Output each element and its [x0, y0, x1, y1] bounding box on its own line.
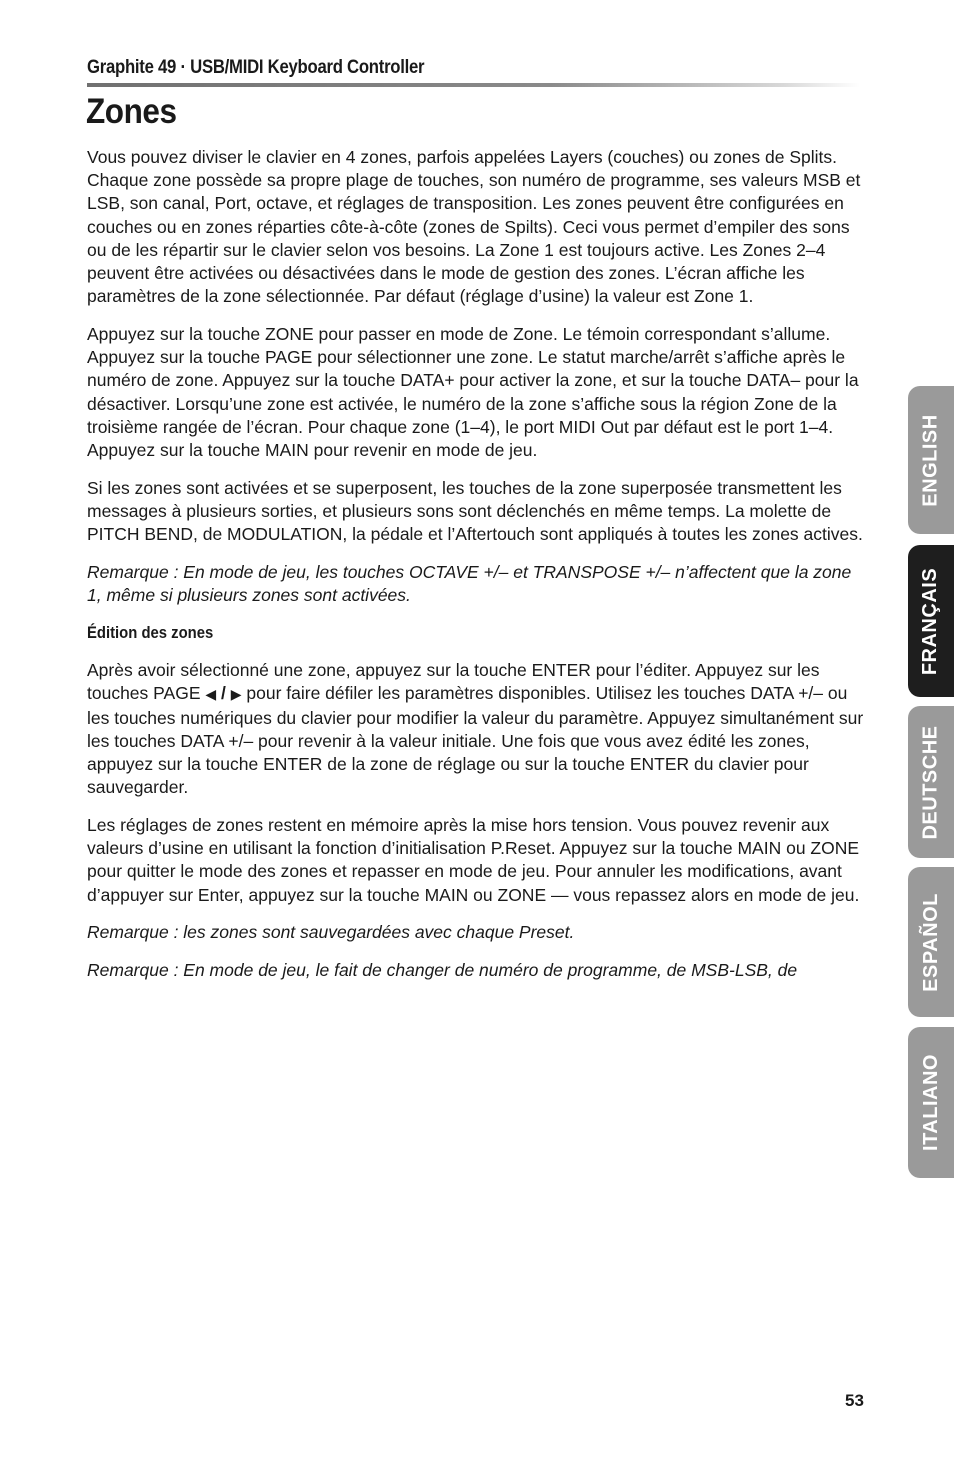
tab-espanol-label: ESPAÑOL: [919, 892, 942, 992]
tab-francais[interactable]: [908, 545, 954, 697]
note-program-change: Remarque : En mode de jeu, le fait de changer de numéro de programme, de MSB-LSB, de: [87, 960, 798, 981]
header-divider: [87, 83, 860, 87]
paragraph-editing: [87, 659, 867, 799]
tab-deutsche[interactable]: [908, 706, 954, 858]
tab-italiano[interactable]: [908, 1027, 954, 1178]
editing-text-after: pour faire défiler les paramètres disponibles. Utilisez les touches DATA +/– ou les touches numériques du clavier pour modifier la valeur du paramètre. Appuyez simultanément sur les touches DATA +/– pour revenir à la valeur initiale. Une fois que vous avez édité les zones, appuyez sur la touche ENTER de la zone de réglage ou sur la touche ENTER du clavier pour sauvegarder.: [87, 683, 864, 798]
tab-espanol[interactable]: [908, 867, 954, 1017]
tab-english-label: ENGLISH: [919, 413, 942, 507]
note-preset-save: Remarque : les zones sont sauvegardées avec chaque Preset.: [87, 922, 575, 943]
tab-deutsche-label: DEUTSCHE: [919, 724, 942, 840]
page-number: 53: [845, 1391, 864, 1410]
note-octave-transpose: Remarque : En mode de jeu, les touches OCTAVE +/– et TRANSPOSE +/– n’affectent que la zone 1, même si plusieurs zones sont activées.: [87, 562, 852, 606]
paragraph-overlap: Si les zones sont activées et se superposent, les touches de la zone superposée transmettent les messages à plusieurs sorties, et plusieurs sons sont déclenchés en même temps. La molette de PITCH BEND, de MODULATION, la pédale et l’Aftertouch sont appliqués à toutes les zones actives.: [87, 477, 863, 545]
main-content: [87, 146, 867, 997]
section-heading-editing: Édition des zones: [87, 624, 214, 643]
arrow-separator: /: [216, 683, 231, 704]
tab-english[interactable]: [908, 386, 954, 534]
paragraph-zone-mode: Appuyez sur la touche ZONE pour passer en mode de Zone. Le témoin correspondant s’allume. Appuyez sur la touche PAGE pour sélectionner une zone. Le statut marche/arrêt s’affiche après le numéro de zone. Appuyez sur la touche DATA+ pour activer la zone, et sur la touche DATA– pour la désactiver. Lorsqu’une zone est activée, le numéro de la zone s’affiche sous la région Zone de la troisième rangée de l’écran. Pour chaque zone (1–4), le port MIDI Out par défaut est le port 1–4. Appuyez sur la touche MAIN pour revenir en mode de jeu.: [87, 324, 859, 461]
tab-italiano-label: ITALIANO: [919, 1054, 942, 1151]
right-arrow-icon: ▶: [230, 686, 242, 703]
tab-francais-label: FRANÇAIS: [919, 567, 942, 675]
editing-text-before: Après avoir sélectionné une zone, appuyez sur la touche ENTER pour l’éditer. Appuyez sur les touches PAGE: [87, 660, 820, 704]
paragraph-memory: Les réglages de zones restent en mémoire après la mise hors tension. Vous pouvez revenir aux valeurs d’usine en utilisant la fonction d’initialisation P.Reset. Appuyez sur la touche MAIN ou ZONE pour quitter le mode des zones et repasser en mode de jeu. Pour annuler les modifications, avant d’appuyer sur Enter, appuyez sur la touche MAIN ou ZONE — vous repassez alors en mode de jeu.: [87, 815, 860, 905]
left-arrow-icon: ◀: [205, 686, 217, 703]
paragraph-intro: Vous pouvez diviser le clavier en 4 zones, parfois appelées Layers (couches) ou zones de Splits. Chaque zone possède sa propre plage de touches, son numéro de programme, ses valeurs MSB et LSB, son canal, Port, octave, et réglages de transposition. Les zones peuvent être configurées en couches ou en zones réparties côte-à-côte (zones de Spilts). Ceci vous permet d’empiler des sons ou de les répartir sur le clavier selon vos besoins. La Zone 1 est toujours active. Les Zones 2–4 peuvent être activées ou désactivées dans le mode de gestion des zones. L’écran affiche les paramètres de la zone sélectionnée. Par défaut (réglage d’usine) la valeur est Zone 1.: [87, 147, 861, 307]
page-title: Zones: [86, 92, 177, 131]
document-header-title: Graphite 49 · USB/MIDI Keyboard Controller: [87, 57, 425, 78]
